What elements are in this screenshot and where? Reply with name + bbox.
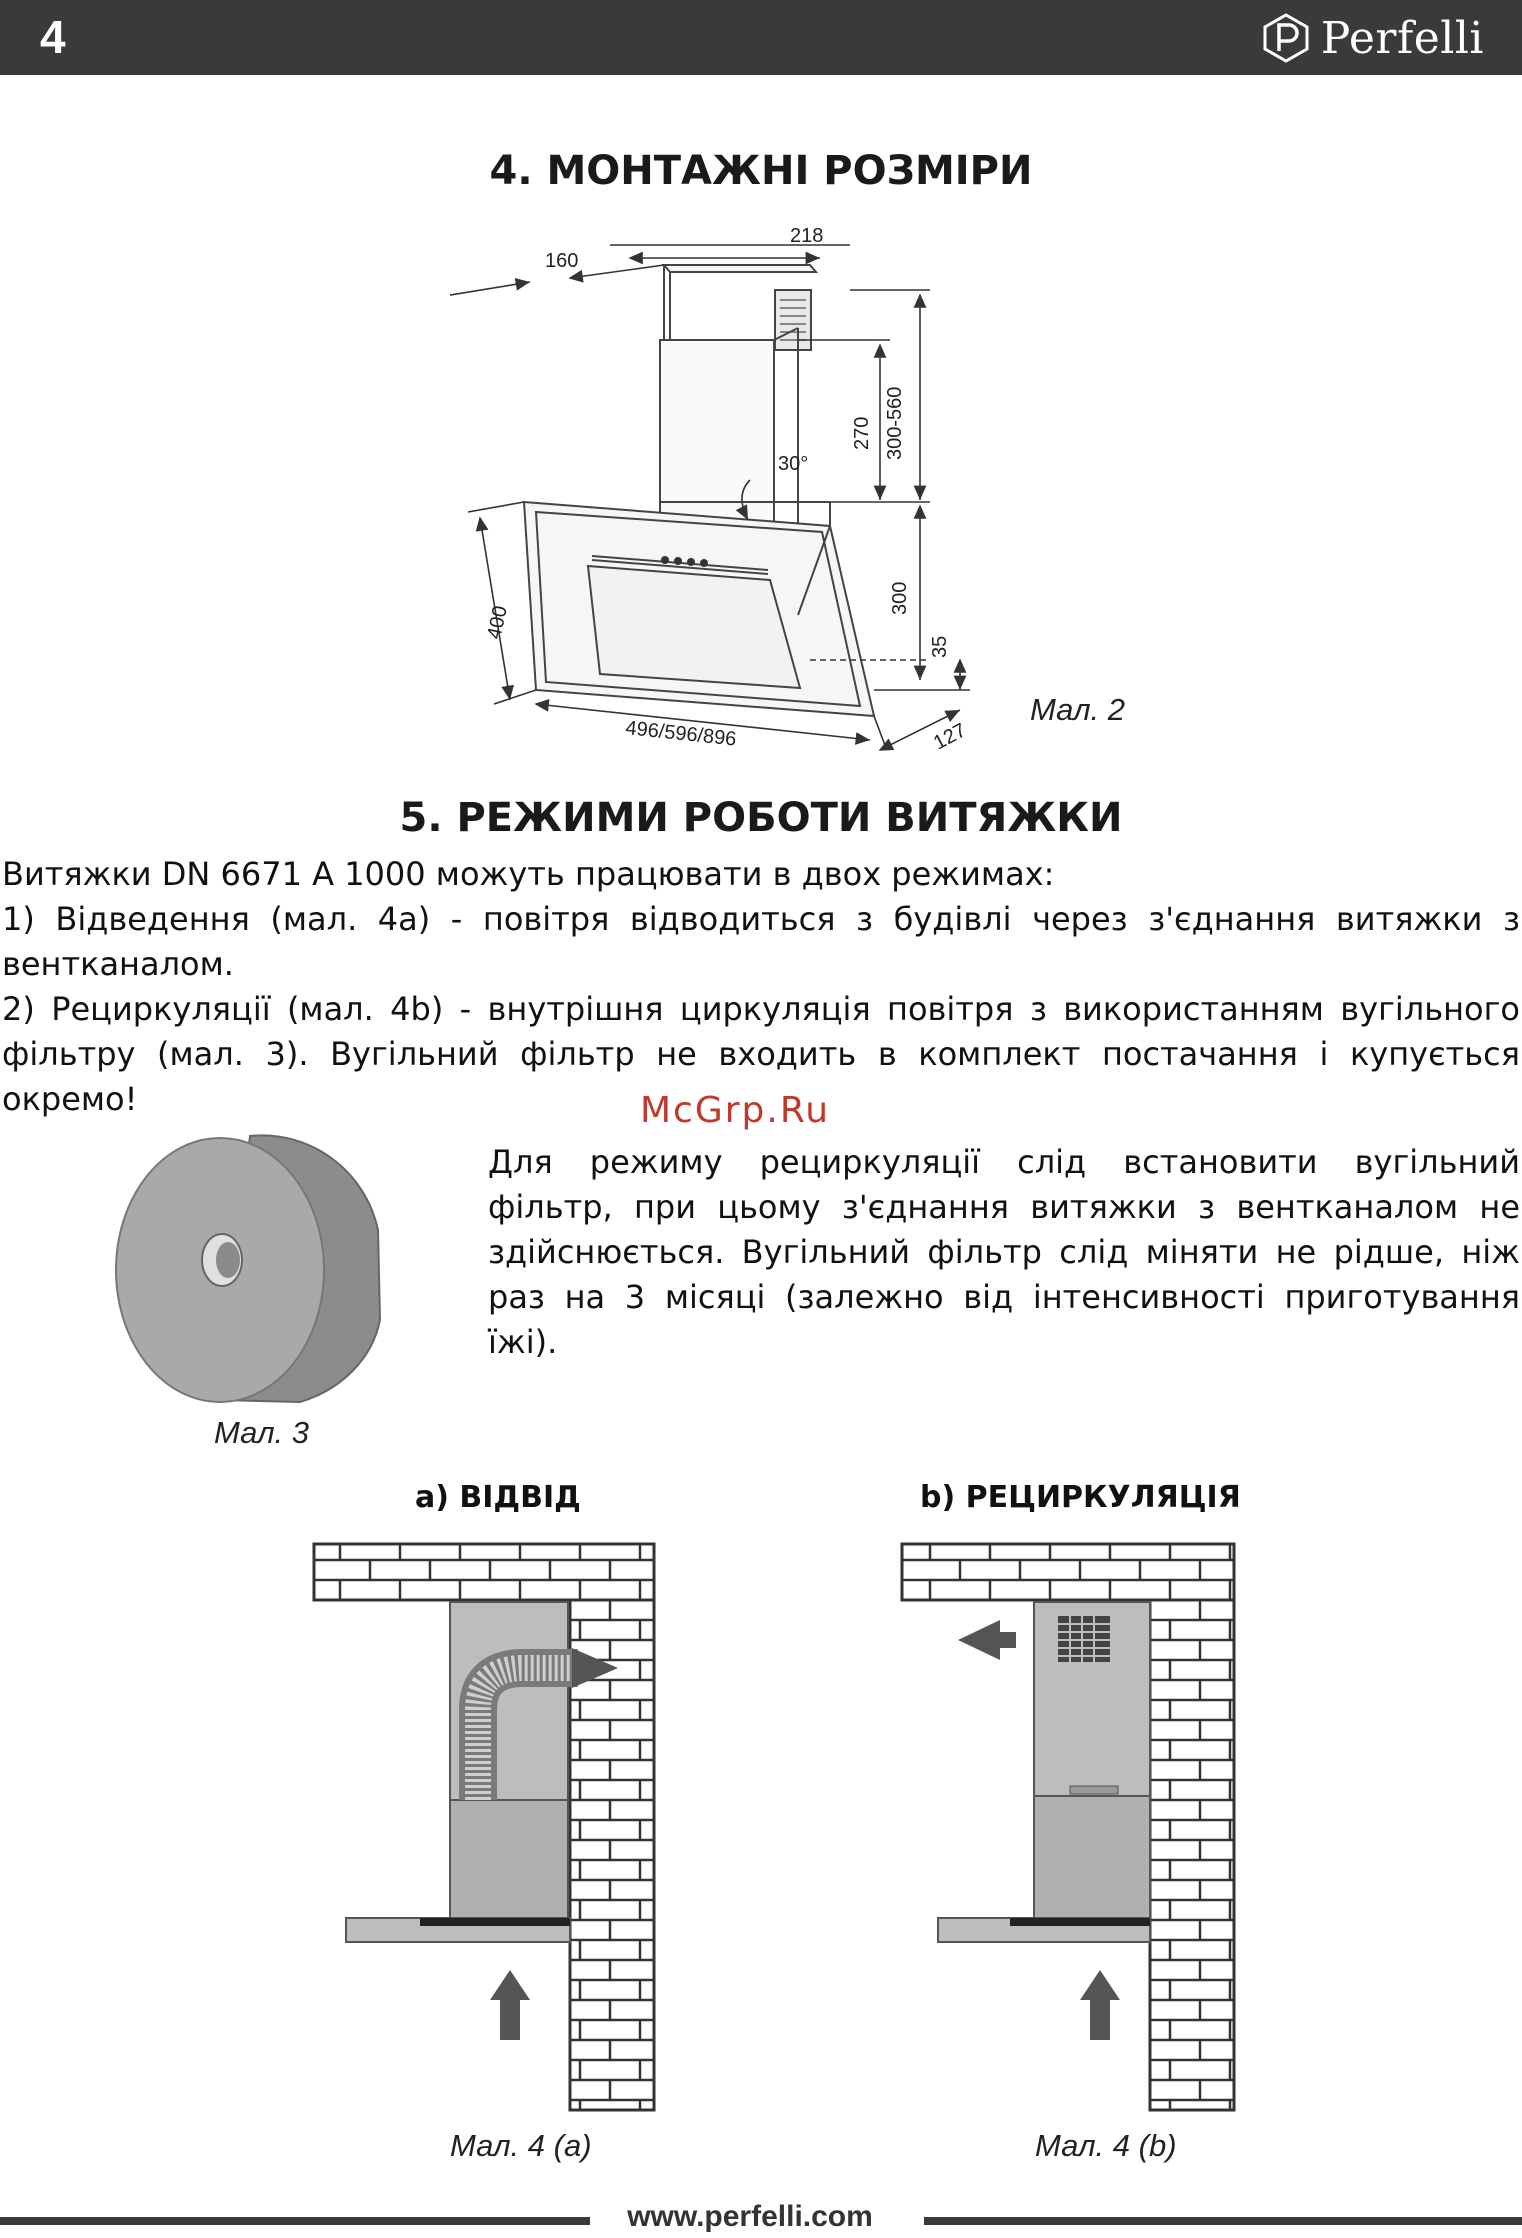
- dim-496-596-896: 496/596/896: [624, 717, 738, 751]
- diagram-recirculation: [900, 1540, 1270, 2120]
- dim-218: 218: [790, 225, 824, 247]
- mode-b-label: b) РЕЦИРКУЛЯЦІЯ: [920, 1480, 1241, 1515]
- mode-extraction-text: 1) Відведення (мал. 4а) - повітря відводиться з будівлі через з'єднання витяжки з вентканалом.: [2, 900, 1520, 983]
- fig3-caption: Мал. 3: [214, 1415, 310, 1450]
- brand-name: Perfelli: [1320, 12, 1484, 64]
- carbon-filter-illustration: [110, 1120, 390, 1410]
- modes-description: [2, 852, 1520, 1122]
- section-title-operating-modes: 5. РЕЖИМИ РОБОТИ ВИТЯЖКИ: [399, 795, 1123, 841]
- dim-400: 400: [483, 603, 512, 642]
- fig4a-caption: Мал. 4 (a): [450, 2128, 592, 2163]
- footer-rule-right: [924, 2217, 1522, 2225]
- dim-160: 160: [545, 250, 579, 272]
- hood-dimension-drawing: [450, 220, 1050, 780]
- page-number: 4: [40, 11, 66, 63]
- carbon-filter-text: [488, 1140, 1520, 1365]
- dim-127: 127: [930, 719, 970, 755]
- carbon-filter-paragraph: Для режиму рециркуляції слід встановити вугільний фільтр, при цьому з'єднання витяжки з вентканалом не здійснюється. Вугільний фільтр слід міняти не рідше, ніж раз на 3 місяці (залежно від інтенсивності приготування їжі).: [488, 1143, 1520, 1361]
- watermark: McGrp.Ru: [640, 1090, 831, 1131]
- fig4b-caption: Мал. 4 (b): [1035, 2128, 1177, 2163]
- p-shield-logo-icon: [1263, 13, 1309, 63]
- header-bar: [0, 0, 1522, 75]
- dim-300: 300: [889, 581, 911, 615]
- footer-url: www.perfelli.com: [627, 2200, 873, 2233]
- dim-35: 35: [929, 635, 951, 658]
- mode-recirculation-text: 2) Рециркуляції (мал. 4b) - внутрішня циркуляція повітря з використанням вугільного фільтру (мал. 3). Вугільний фільтр не входить в комплект постачання і купується окремо!: [2, 990, 1520, 1118]
- dim-30-degrees: 30°: [778, 453, 809, 475]
- dim-300-560: 300-560: [884, 386, 906, 460]
- mode-a-label: a) ВІДВІД: [415, 1480, 581, 1515]
- dim-270: 270: [851, 416, 873, 450]
- brand-logo: [1263, 12, 1484, 64]
- section-title-mounting-dimensions: 4. МОНТАЖНІ РОЗМІРИ: [489, 148, 1033, 194]
- fig2-caption: Мал. 2: [1030, 692, 1126, 727]
- footer-rule-left: [0, 2217, 590, 2225]
- modes-intro: Витяжки DN 6671 A 1000 можуть працювати в двох режимах:: [2, 855, 1055, 893]
- diagram-extraction: [310, 1540, 680, 2120]
